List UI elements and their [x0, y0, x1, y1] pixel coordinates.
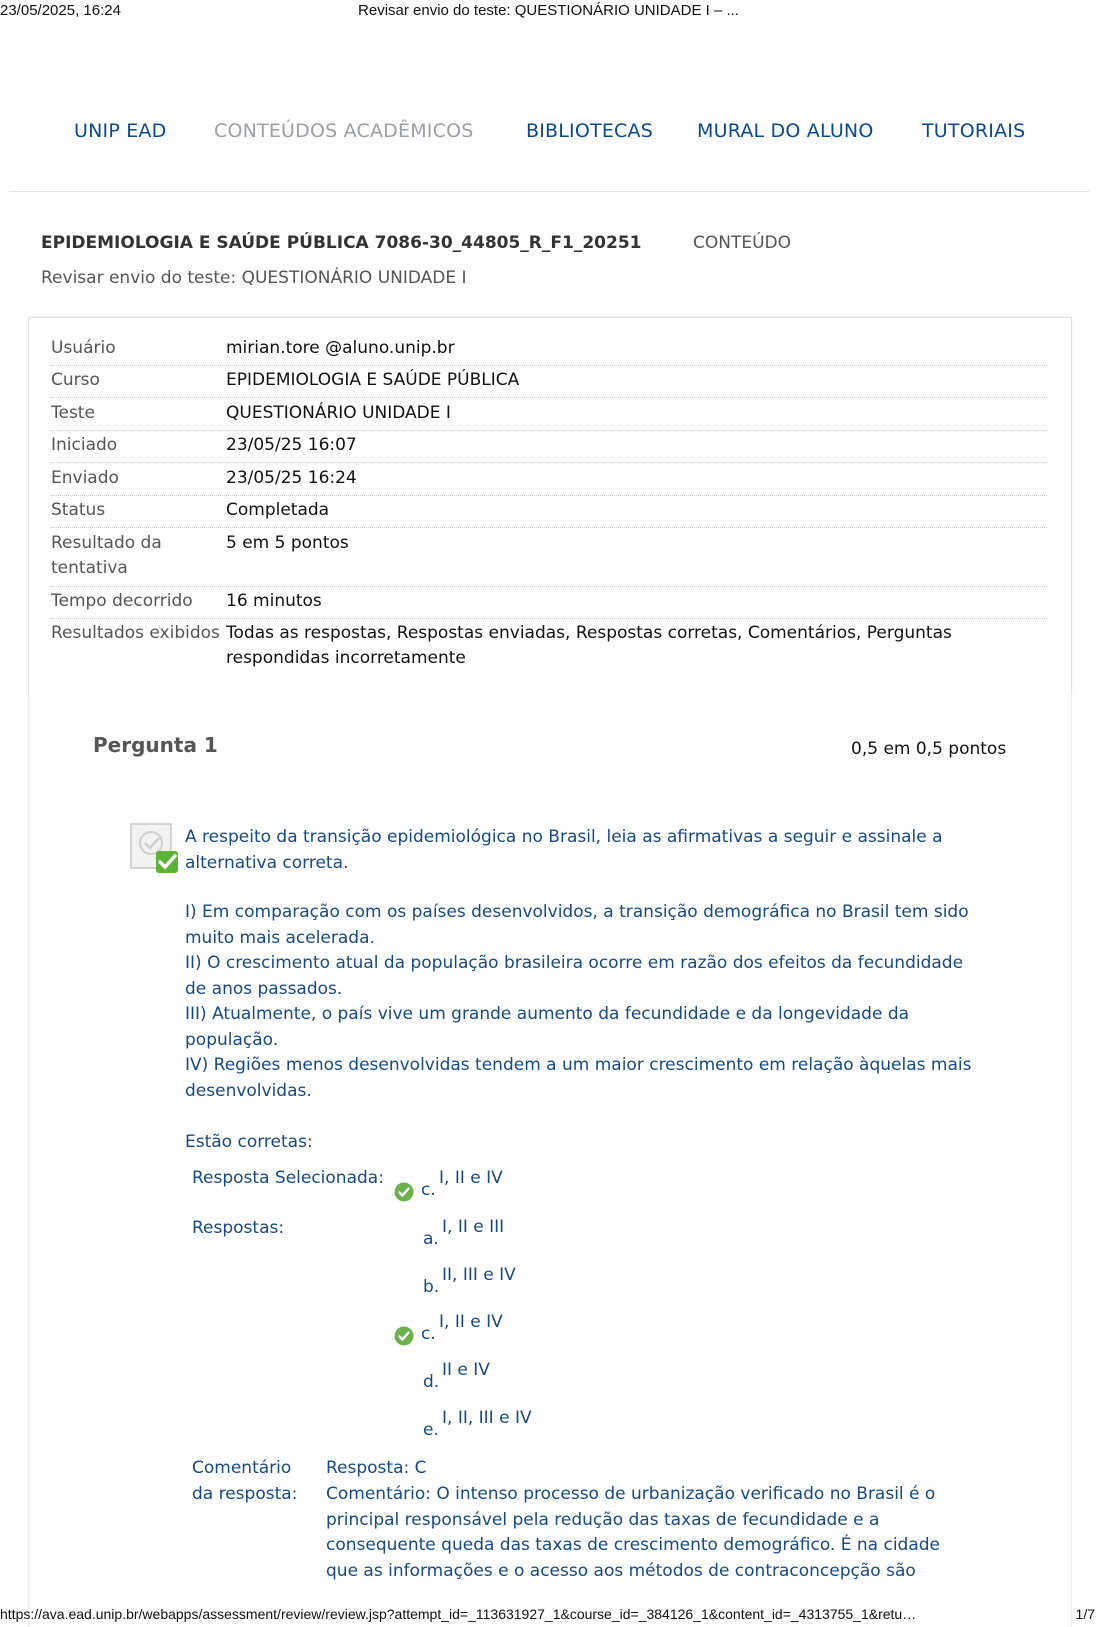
question-instruction: Estão corretas: — [185, 1132, 313, 1152]
question-title: Pergunta 1 — [93, 733, 218, 757]
selected-answer-letter: c. — [421, 1180, 436, 1200]
info-label: Status — [51, 500, 106, 520]
info-label: Resultados exibidos — [51, 623, 220, 643]
comment-answer: Resposta: C — [326, 1458, 427, 1478]
answer-e-letter: e. — [423, 1420, 439, 1440]
answer-c-letter: c. — [421, 1324, 436, 1344]
content-link[interactable]: CONTEÚDO — [693, 233, 792, 253]
info-row-curso — [51, 368, 1047, 398]
print-page-number: 1/7 — [1075, 1606, 1095, 1622]
answers-label: Respostas: — [192, 1218, 285, 1238]
nav-tutoriais[interactable]: TUTORIAIS — [922, 120, 1026, 142]
question-statement-1: I) Em comparação com os países desenvolvidos, a transição demográfica no Brasil tem sido muito mais acelerada. — [185, 902, 969, 948]
info-row-status — [51, 498, 1047, 528]
selected-answer-text: I, II e IV — [439, 1168, 503, 1188]
nav-mural-do-aluno[interactable]: MURAL DO ALUNO — [697, 120, 874, 142]
selected-correct-check-icon — [394, 1182, 414, 1202]
info-label: Usuário — [51, 338, 116, 358]
nav-bibliotecas[interactable]: BIBLIOTECAS — [526, 120, 653, 142]
comment-text: Comentário: O intenso processo de urbanização verificado no Brasil é o principal responsável pela redução das taxas de fecundidade e a consequente queda das taxas de crescimento demográfico. É na cidade que as informações e o acesso aos métodos de contraconcepção são — [326, 1484, 941, 1581]
info-value: EPIDEMIOLOGIA E SAÚDE PÚBLICA — [226, 370, 520, 390]
info-row-usuario — [51, 336, 1047, 366]
answer-d-text: II e IV — [442, 1360, 490, 1380]
answer-c-correct-check-icon — [394, 1326, 414, 1346]
answer-a-text: I, II e III — [442, 1217, 505, 1237]
info-value: mirian.tore @aluno.unip.br — [226, 338, 455, 358]
page-subtitle: Revisar envio do teste: QUESTIONÁRIO UNIDADE I — [41, 268, 467, 288]
info-value: Completada — [226, 500, 330, 520]
selected-answer-label: Resposta Selecionada: — [192, 1168, 384, 1188]
answer-b-letter: b. — [423, 1277, 440, 1297]
answer-a-letter: a. — [423, 1229, 439, 1249]
info-value: 16 minutos — [226, 591, 322, 611]
nav-conteudos-academicos[interactable]: CONTEÚDOS ACADÊMICOS — [214, 120, 474, 142]
info-row-enviado — [51, 466, 1047, 496]
print-footer — [0, 1604, 1097, 1626]
info-label: Tempo decorrido — [51, 591, 193, 611]
info-value: 23/05/25 16:24 — [226, 468, 357, 488]
info-label: Iniciado — [51, 435, 118, 455]
question-prompt: A respeito da transição epidemiológica no Brasil, leia as afirmativas a seguir e assinale a alternativa correta. — [185, 827, 943, 873]
course-title[interactable]: EPIDEMIOLOGIA E SAÚDE PÚBLICA 7086-30_44805_R_F1_20251 — [41, 233, 642, 253]
answer-e-text: I, II, III e IV — [442, 1408, 532, 1428]
top-navigation — [0, 112, 1097, 152]
nav-divider — [9, 191, 1089, 192]
print-date: 23/05/2025, 16:24 — [0, 2, 121, 19]
print-title: Revisar envio do teste: QUESTIONÁRIO UNIDADE I – ... — [358, 2, 739, 19]
info-row-resultados-exibidos — [51, 621, 1047, 676]
question-statement-3: III) Atualmente, o país vive um grande aumento da fecundidade e da longevidade da população. — [185, 1004, 910, 1050]
question-points: 0,5 em 0,5 pontos — [851, 739, 1007, 759]
info-label: Teste — [51, 403, 95, 423]
print-url: https://ava.ead.unip.br/webapps/assessment/review/review.jsp?attempt_id=_113631927_1&course_id=_384126_1&content_id=_4313755_1&retu… — [0, 1606, 917, 1622]
info-value: 5 em 5 pontos — [226, 533, 349, 553]
info-label: Curso — [51, 370, 100, 390]
info-row-resultado — [51, 531, 1047, 587]
answer-c-text: I, II e IV — [439, 1312, 503, 1332]
question-statement-4: IV) Regiões menos desenvolvidas tendem a um maior crescimento em relação àquelas mais desenvolvidas. — [185, 1055, 972, 1101]
question-correct-status-icon — [130, 823, 182, 875]
info-row-iniciado — [51, 433, 1047, 463]
info-label: Resultado da tentativa — [51, 533, 162, 578]
info-label: Enviado — [51, 468, 119, 488]
info-value: QUESTIONÁRIO UNIDADE I — [226, 403, 451, 423]
info-row-tempo — [51, 589, 1047, 619]
answer-d-letter: d. — [423, 1372, 440, 1392]
info-value: Todas as respostas, Respostas enviadas, Respostas corretas, Comentários, Perguntas respondidas incorretamente — [226, 623, 952, 668]
nav-unip-ead[interactable]: UNIP EAD — [74, 120, 167, 142]
comment-label: Comentário da resposta: — [192, 1458, 298, 1504]
answer-b-text: II, III e IV — [442, 1265, 516, 1285]
print-header — [0, 0, 1097, 24]
attempt-info-panel — [28, 317, 1072, 693]
info-value: 23/05/25 16:07 — [226, 435, 357, 455]
question-statement-2: II) O crescimento atual da população brasileira ocorre em razão dos efeitos da fecundidade de anos passados. — [185, 953, 964, 999]
info-row-teste — [51, 401, 1047, 431]
